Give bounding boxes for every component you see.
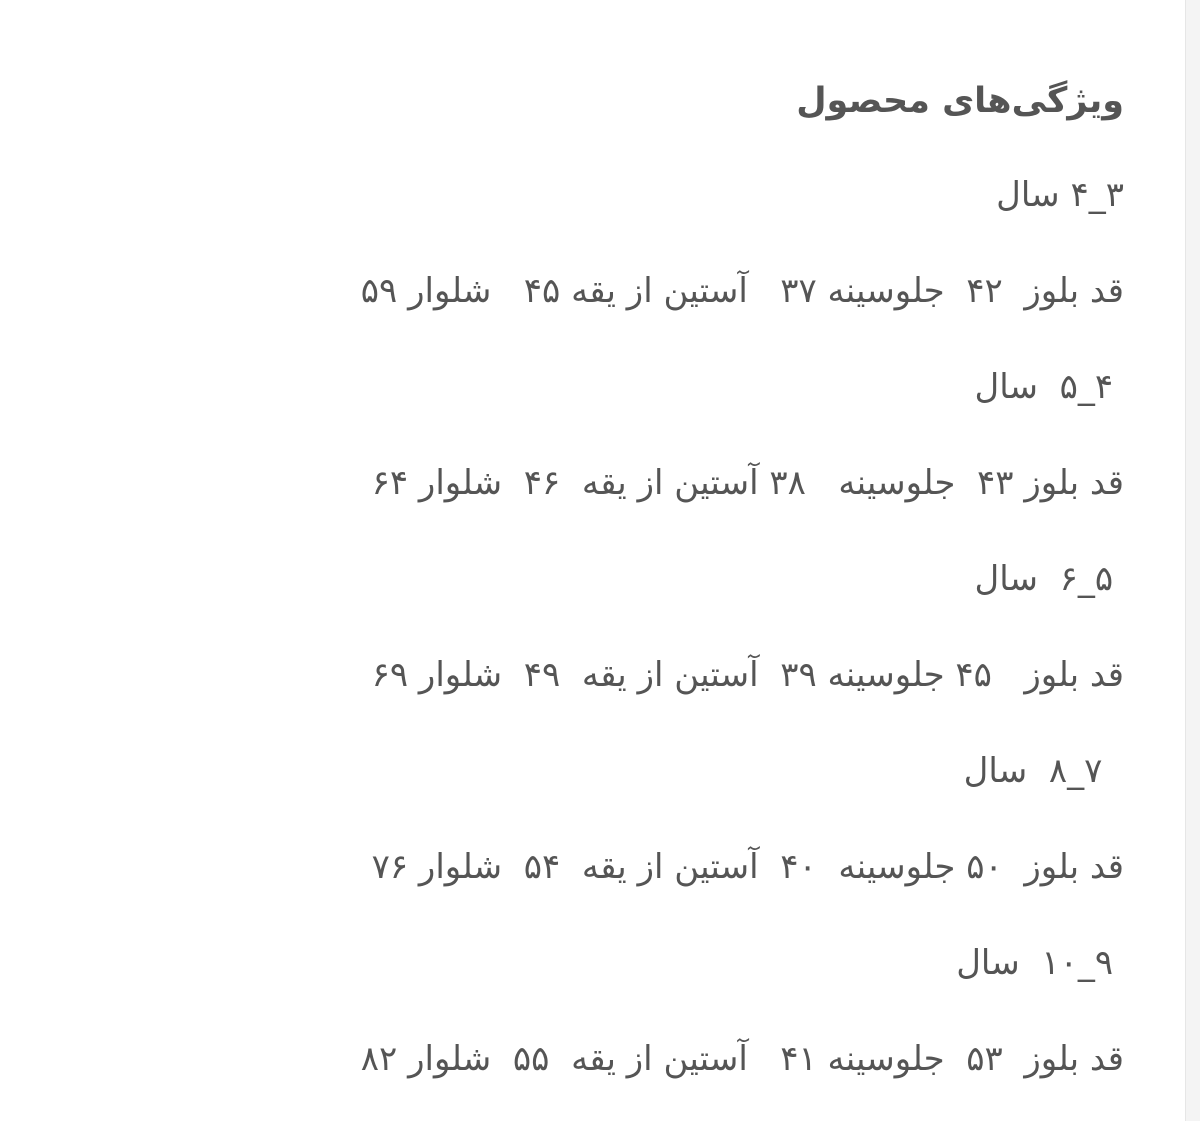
size-measurements: قد بلوز ۴۲ جلوسینه ۳۷ آستین از یقه ۴۵ شلوار ۵۹ xyxy=(360,271,1124,311)
size-age-range: ۹_۱۰ سال xyxy=(956,943,1124,983)
size-age-range: ۳_۴ سال xyxy=(996,175,1124,215)
size-age-range: ۵_۶ سال xyxy=(974,559,1124,599)
size-measurements: قد بلوز ۵۰ جلوسینه ۴۰ آستین از یقه ۵۴ شلوار ۷۶ xyxy=(371,847,1124,887)
size-measurements: قد بلوز ۵۳ جلوسینه ۴۱ آستین از یقه ۵۵ شلوار ۸۲ xyxy=(360,1039,1124,1079)
size-age-range: ۴_۵ سال xyxy=(974,367,1124,407)
size-age-range: ۷_۸ سال xyxy=(963,751,1124,791)
size-measurements: قد بلوز ۴۵ جلوسینه ۳۹ آستین از یقه ۴۹ شلوار ۶۹ xyxy=(371,655,1124,695)
size-measurements: قد بلوز ۴۳ جلوسینه ۳۸ آستین از یقه ۴۶ شلوار ۶۴ xyxy=(371,463,1124,503)
page-edge xyxy=(1185,0,1200,1121)
section-title: ویژگی‌های محصول xyxy=(796,81,1124,121)
